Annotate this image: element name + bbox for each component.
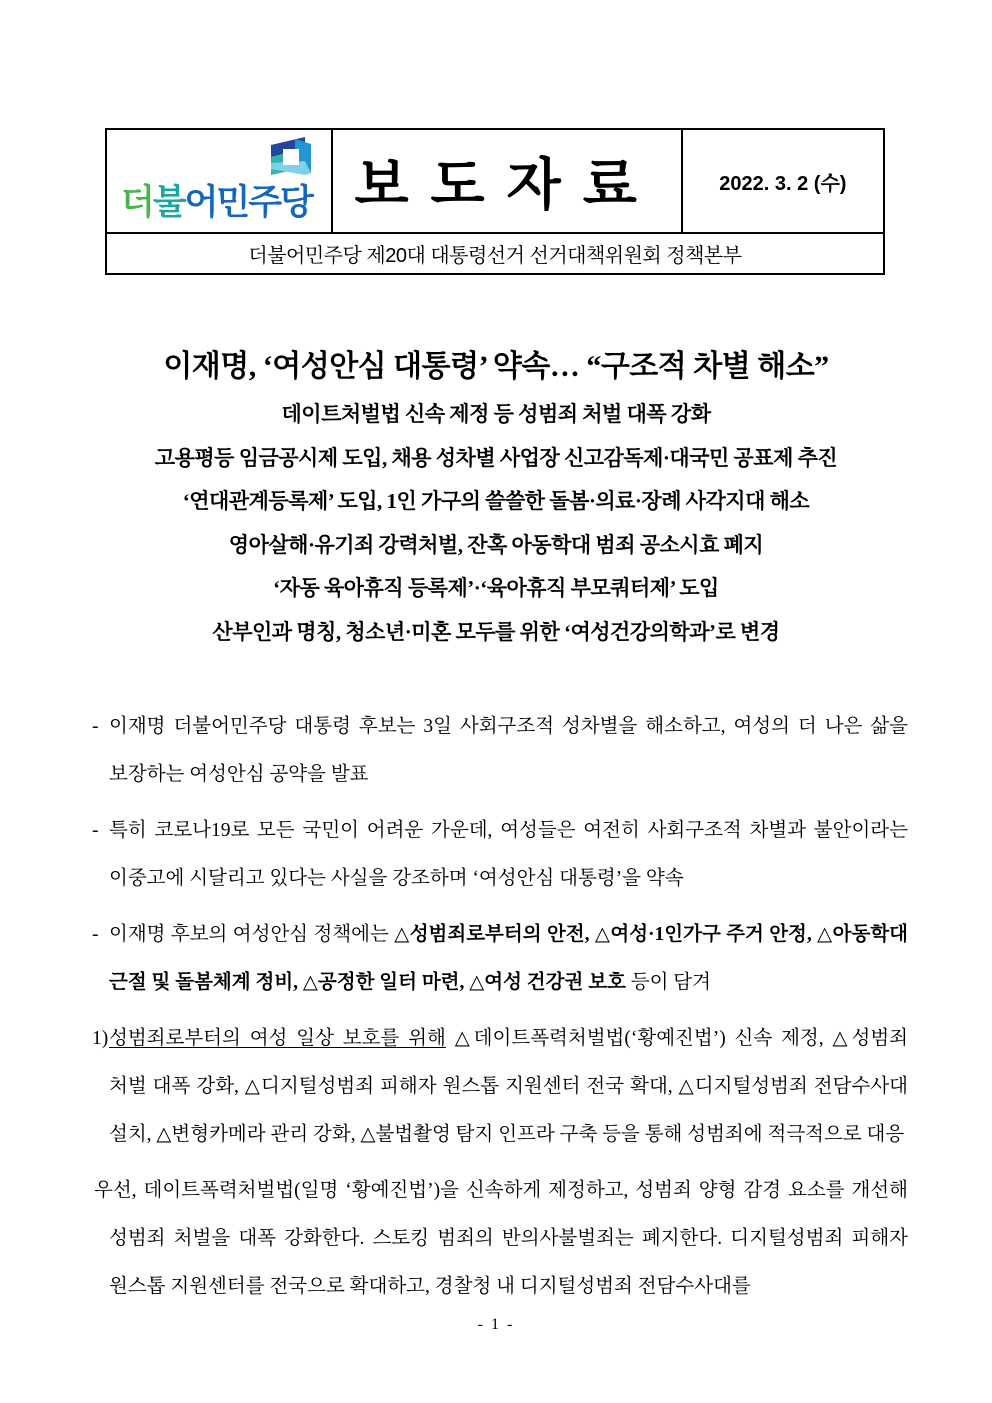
page-number: - 1 - <box>477 1316 515 1333</box>
body-paragraph <box>84 703 908 799</box>
party-logo-cell <box>106 129 332 233</box>
headline-title: 이재명, ‘여성안심 대통령’ 약속… “구조적 차별 해소” <box>163 350 829 383</box>
paragraph-text: 이재명 후보의 여성안심 정책에는 △성범죄로부터의 안전, △여성·1인가구 주거 안정, △아동학대 근절 및 돌봄체계 정비, △공정한 일터 마련, △여성 건강권 보호 등이 담겨 <box>109 924 908 993</box>
issuing-org-line: 더불어민주당 제20대 대통령선거 선거대책위원회 정책본부 <box>106 233 884 274</box>
logo-part-2: 불 <box>152 183 185 222</box>
paragraph-text: 특히 코로나19로 모든 국민이 어려운 가운데, 여성들은 여전히 사회구조적 차별과 불안이라는 이중고에 시달리고 있다는 사실을 강조하며 ‘여성안심 대통령’을 약속 <box>109 820 908 889</box>
party-logo <box>107 131 331 231</box>
header-table <box>105 128 885 275</box>
subtitle-line: 영아살해·유기죄 강력처벌, 잔혹 아동학대 범죄 공소시효 폐지 <box>228 532 764 557</box>
body-paragraph <box>84 1015 908 1159</box>
subtitle-line: 데이트처벌법 신속 제정 등 성범죄 처벌 대폭 강화 <box>281 402 711 426</box>
paragraph-text: 성범죄로부터의 여성 일상 보호를 위해 △데이트폭력처벌법(‘황예진법’) 신속 제정, △성범죄 처벌 대폭 강화, △디지털성범죄 피해자 원스톱 지원센터 전국 확대, △디지털성범죄 전담수사대 설치, △변형카메라 관리 강화, △불법촬영 탐지 인프라 구축 등을 통해 성범죄에 적극적으로 대응 <box>109 1028 908 1145</box>
doc-type-cell <box>332 129 682 233</box>
paragraph-text: 이재명 더불어민주당 대통령 후보는 3일 사회구조적 성차별을 해소하고, 여성의 더 나은 삶을 보장하는 여성안심 공약을 발표 <box>109 716 908 785</box>
logo-part-3: 어민주당 <box>184 183 312 222</box>
logo-part-1: 더 <box>121 183 153 222</box>
release-date: 2022. 3. 2 (수) <box>719 172 847 195</box>
body-paragraph <box>84 1167 908 1311</box>
subtitle-line: 고용평등 임금공시제 도입, 채용 성차별 사업장 신고감독제·대국민 공표제 추진 <box>154 445 838 470</box>
date-cell <box>682 129 884 233</box>
party-logo-text <box>121 175 312 225</box>
subtitle-line: 산부인과 명칭, 청소년·미혼 모두를 위한 ‘여성건강의학과’로 변경 <box>212 619 780 644</box>
subtitle-line: ‘연대관계등록제’ 도입, 1인 가구의 쓸쓸한 돌봄·의료·장례 사각지대 해소 <box>182 489 810 513</box>
paragraph-marker: - <box>92 924 99 945</box>
subtitle-line: ‘자동 육아휴직 등록제’·‘육아휴직 부모쿼터제’ 도입 <box>273 576 719 600</box>
body-paragraph <box>84 807 908 903</box>
paragraph-marker: - <box>92 820 99 841</box>
paragraph-marker: 1) <box>92 1028 109 1049</box>
headline-subtitles <box>0 393 992 654</box>
body-paragraph <box>84 911 908 1007</box>
paragraph-text: 우선, 데이트폭력처벌법(일명 ‘황예진법’)을 신속하게 제정하고, 성범죄 양형 감경 요소를 개선해 성범죄 처벌을 대폭 강화한다. 스토킹 범죄의 반의사불벌죄는 폐지한다. 디지털성범죄 피해자 원스톱 지원센터를 전국으로 확대하고, 경찰청 내 디지털성범죄 전담수사대를 <box>94 1180 908 1297</box>
body-text-block <box>84 703 908 1319</box>
paragraph-marker: - <box>92 716 99 737</box>
doc-type-title: 보도자료 <box>354 153 659 216</box>
